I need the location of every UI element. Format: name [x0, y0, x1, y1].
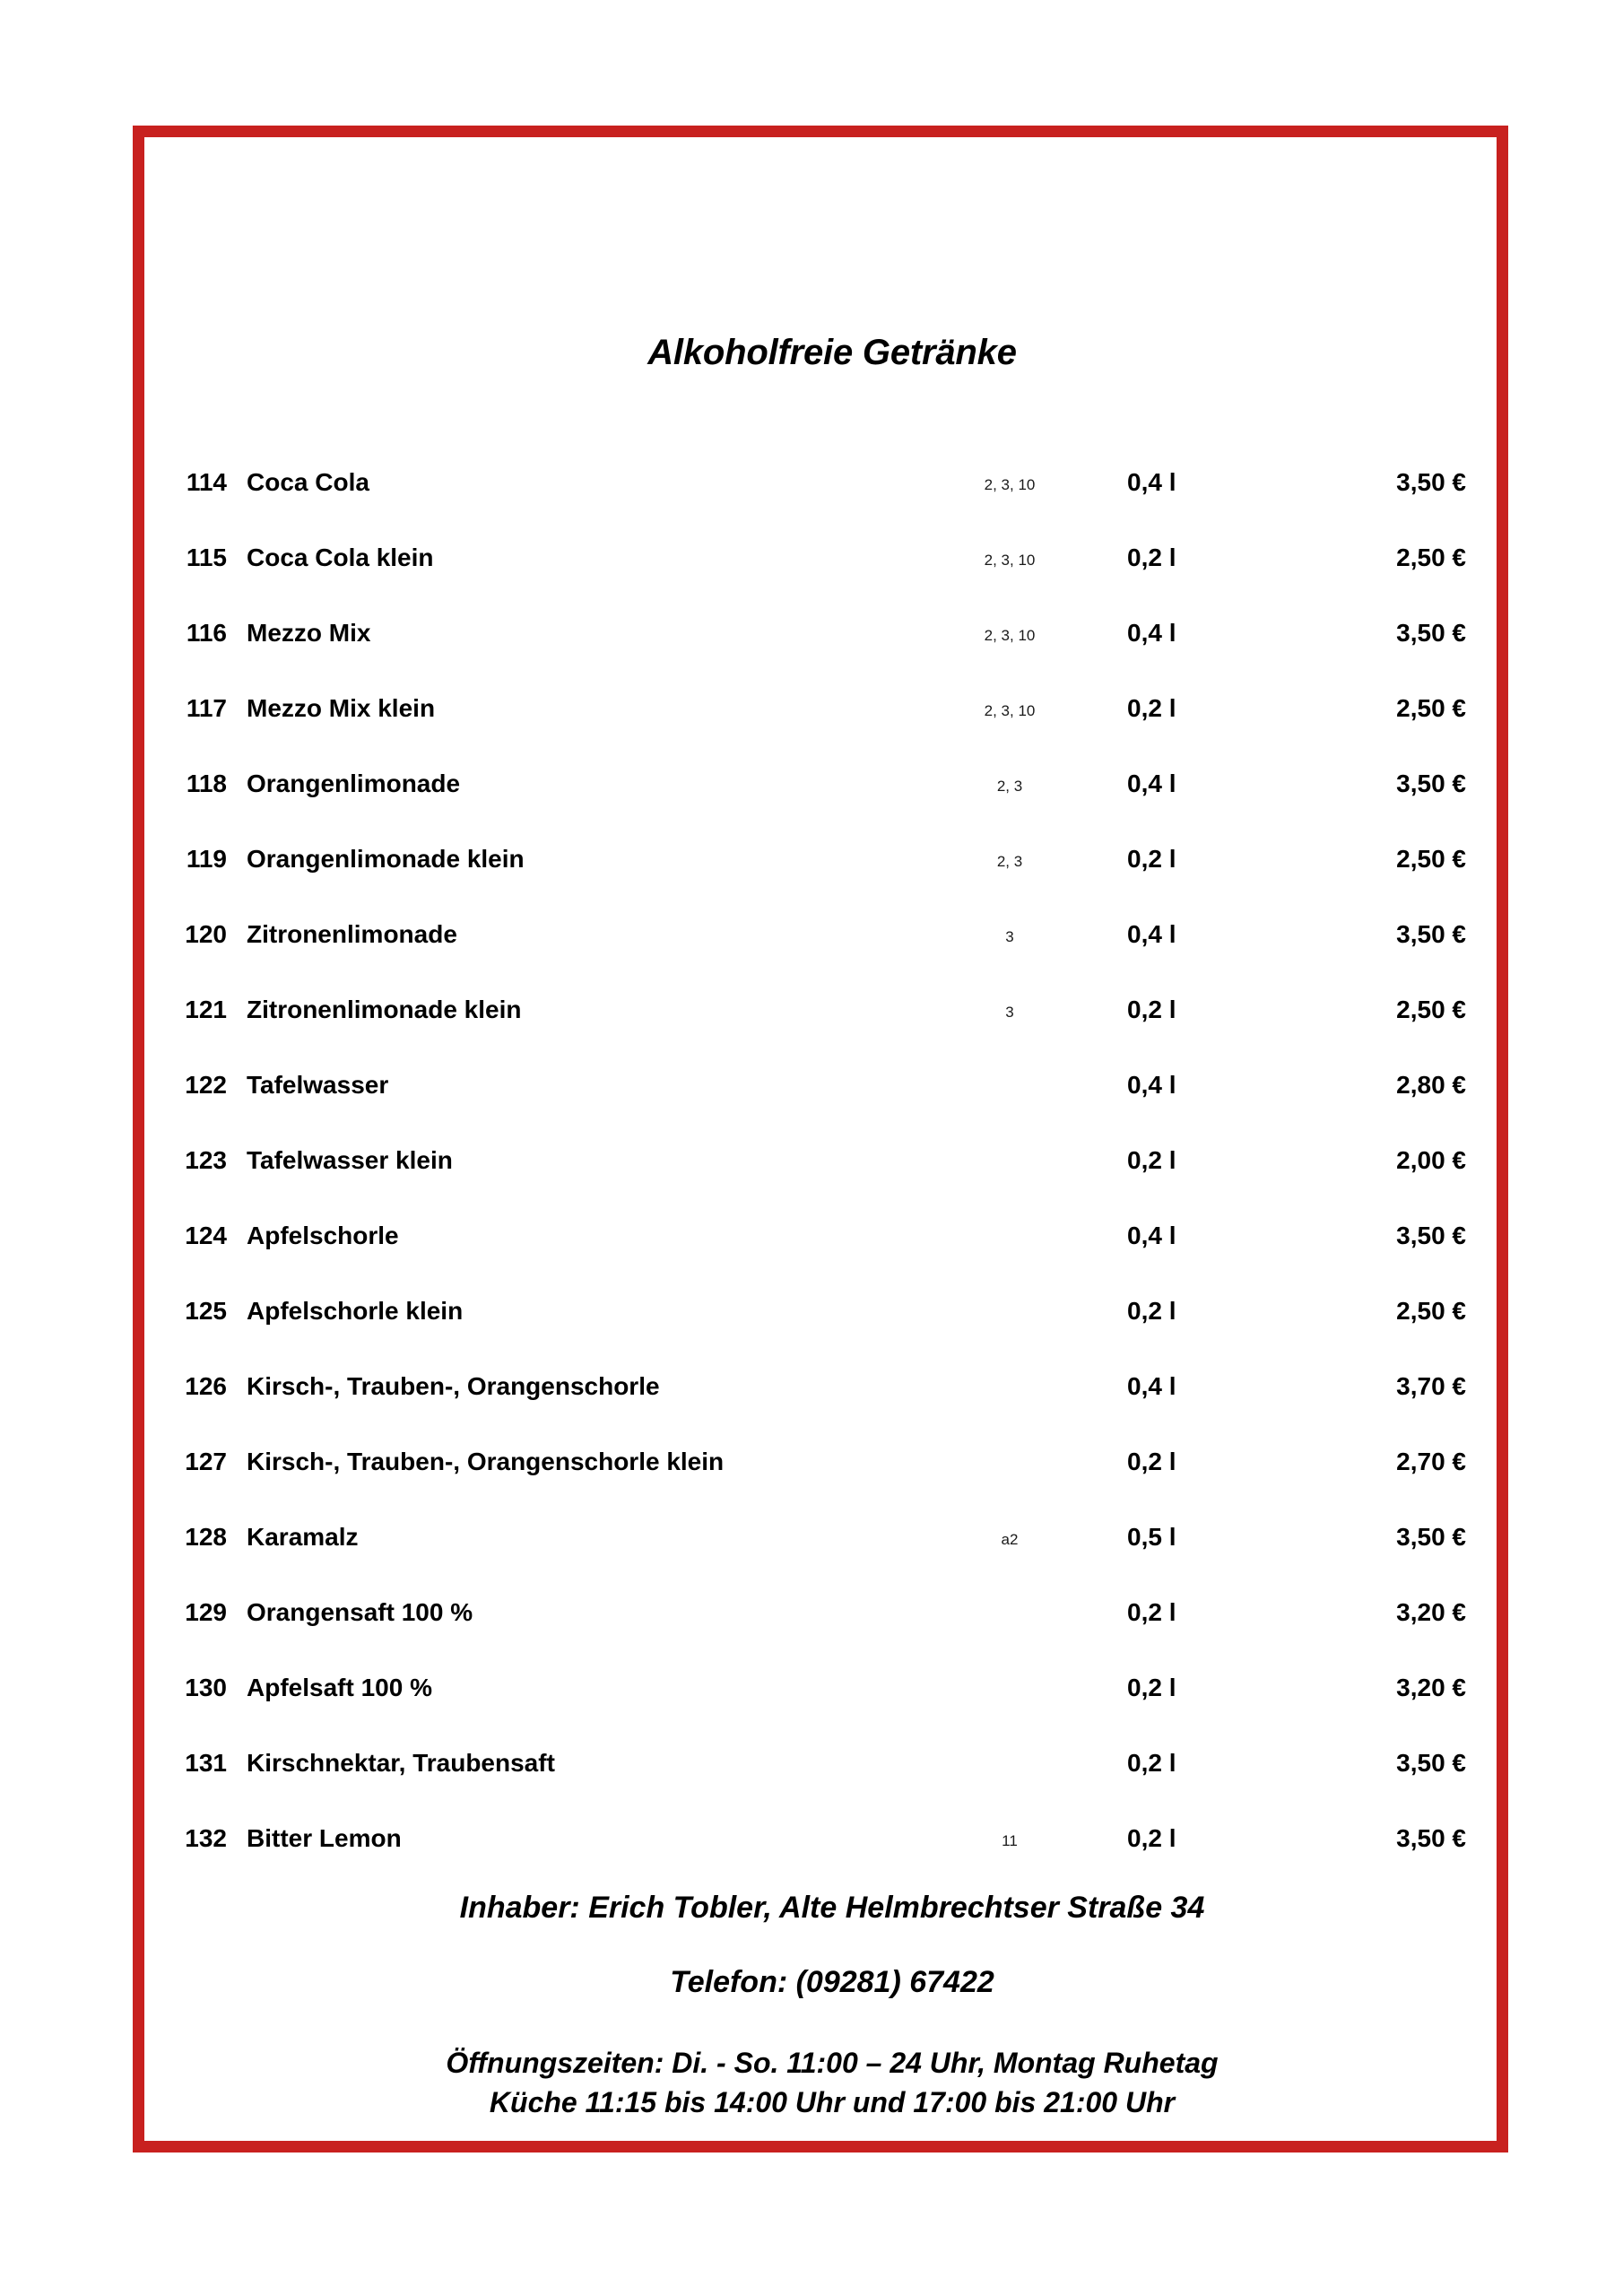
- menu-item-row: [144, 844, 1520, 919]
- item-volume: 0,2 l: [1127, 1674, 1176, 1701]
- item-price: 2,50 €: [1396, 544, 1466, 571]
- item-number: 122: [185, 1071, 227, 1099]
- item-name: Orangenlimonade: [247, 770, 461, 797]
- item-number: 131: [185, 1749, 227, 1777]
- item-number: 121: [185, 996, 227, 1023]
- item-price: 2,80 €: [1396, 1071, 1466, 1099]
- menu-item-row: [144, 1522, 1520, 1597]
- item-volume: 0,4 l: [1127, 1222, 1176, 1249]
- item-number: 132: [185, 1824, 227, 1852]
- item-allergen-codes: 3: [1005, 928, 1014, 945]
- item-allergen-codes: 2, 3, 10: [984, 702, 1036, 719]
- item-number: 126: [185, 1372, 227, 1400]
- item-volume: 0,2 l: [1127, 1749, 1176, 1777]
- menu-item-row: [144, 1145, 1520, 1221]
- item-name: Kirsch-, Trauben-, Orangenschorle: [247, 1372, 660, 1400]
- item-number: 129: [185, 1598, 227, 1626]
- owner-address-line: Inhaber: Erich Tobler, Alte Helmbrechtser Straße 34: [459, 1891, 1205, 1925]
- item-volume: 0,2 l: [1127, 1598, 1176, 1626]
- item-name: Apfelschorle: [247, 1222, 399, 1249]
- kitchen-hours-line: Küche 11:15 bis 14:00 Uhr und 17:00 bis 21:00 Uhr: [489, 2086, 1176, 2118]
- item-name: Coca Cola klein: [247, 544, 434, 571]
- item-allergen-codes: 2, 3, 10: [984, 476, 1036, 493]
- item-allergen-codes: 2, 3: [996, 853, 1023, 870]
- item-price: 3,50 €: [1396, 1222, 1466, 1249]
- item-price: 2,50 €: [1396, 996, 1466, 1023]
- item-volume: 0,2 l: [1127, 996, 1176, 1023]
- item-number: 114: [186, 468, 227, 496]
- menu-item-row: [144, 1673, 1520, 1748]
- red-border-frame: [133, 126, 1508, 2152]
- item-price: 3,50 €: [1396, 1749, 1466, 1777]
- item-allergen-codes: 3: [1005, 1004, 1014, 1021]
- item-name: Kirsch-, Trauben-, Orangenschorle klein: [247, 1448, 725, 1475]
- item-volume: 0,4 l: [1127, 619, 1176, 647]
- item-volume: 0,2 l: [1127, 1146, 1176, 1174]
- item-name: Zitronenlimonade klein: [247, 996, 522, 1023]
- menu-item-row: [144, 769, 1520, 844]
- item-name: Tafelwasser klein: [247, 1146, 453, 1174]
- item-price: 2,50 €: [1396, 1297, 1466, 1325]
- menu-item-row: [144, 693, 1520, 769]
- item-volume: 0,2 l: [1127, 694, 1176, 722]
- menu-item-row: [144, 1371, 1520, 1447]
- item-price: 2,50 €: [1396, 845, 1466, 873]
- item-price: 3,20 €: [1396, 1598, 1466, 1626]
- menu-item-row: [144, 1447, 1520, 1522]
- item-number: 124: [185, 1222, 227, 1249]
- item-volume: 0,4 l: [1127, 1372, 1176, 1400]
- item-number: 118: [186, 770, 227, 797]
- item-number: 117: [186, 694, 227, 722]
- item-allergen-codes: 2, 3, 10: [984, 552, 1036, 569]
- menu-item-row: [144, 1296, 1520, 1371]
- item-volume: 0,5 l: [1127, 1523, 1176, 1551]
- item-name: Mezzo Mix: [247, 619, 371, 647]
- item-volume: 0,4 l: [1127, 920, 1176, 948]
- page-title: Alkoholfreie Getränke: [647, 333, 1017, 372]
- phone-line: Telefon: (09281) 67422: [670, 1965, 994, 1999]
- menu-item-row: [144, 1823, 1520, 1899]
- item-number: 127: [185, 1448, 227, 1475]
- item-volume: 0,2 l: [1127, 544, 1176, 571]
- item-allergen-codes: 11: [1002, 1832, 1018, 1849]
- menu-item-row: [144, 995, 1520, 1070]
- item-volume: 0,2 l: [1127, 1297, 1176, 1325]
- beverage-item-list: [144, 467, 1520, 1899]
- menu-item-row: [144, 1597, 1520, 1673]
- item-number: 123: [185, 1146, 227, 1174]
- item-volume: 0,2 l: [1127, 1448, 1176, 1475]
- menu-item-row: [144, 919, 1520, 995]
- item-price: 3,50 €: [1396, 770, 1466, 797]
- item-volume: 0,4 l: [1127, 770, 1176, 797]
- menu-item-row: [144, 1748, 1520, 1823]
- item-number: 116: [186, 619, 227, 647]
- item-name: Kirschnektar, Traubensaft: [247, 1749, 555, 1777]
- item-name: Tafelwasser: [247, 1071, 389, 1099]
- item-allergen-codes: 2, 3, 10: [984, 627, 1036, 644]
- menu-item-row: [144, 1070, 1520, 1145]
- item-price: 2,50 €: [1396, 694, 1466, 722]
- item-number: 120: [185, 920, 227, 948]
- item-name: Apfelschorle klein: [247, 1297, 464, 1325]
- item-price: 3,70 €: [1396, 1372, 1466, 1400]
- item-name: Apfelsaft 100 %: [247, 1674, 432, 1701]
- item-volume: 0,4 l: [1127, 468, 1176, 496]
- item-number: 130: [185, 1674, 227, 1701]
- item-volume: 0,2 l: [1127, 1824, 1176, 1852]
- menu-item-row: [144, 618, 1520, 693]
- item-name: Orangensaft 100 %: [247, 1598, 473, 1626]
- item-volume: 0,4 l: [1127, 1071, 1176, 1099]
- item-price: 3,50 €: [1396, 619, 1466, 647]
- item-volume: 0,2 l: [1127, 845, 1176, 873]
- menu-item-row: [144, 467, 1520, 543]
- item-price: 3,50 €: [1396, 920, 1466, 948]
- item-name: Coca Cola: [247, 468, 369, 496]
- menu-item-row: [144, 1221, 1520, 1296]
- item-name: Bitter Lemon: [247, 1824, 402, 1852]
- item-price: 3,20 €: [1396, 1674, 1466, 1701]
- item-allergen-codes: 2, 3: [996, 778, 1023, 795]
- item-name: Mezzo Mix klein: [247, 694, 436, 722]
- item-allergen-codes: a2: [1001, 1531, 1019, 1548]
- item-price: 2,70 €: [1396, 1448, 1466, 1475]
- item-price: 3,50 €: [1396, 1523, 1466, 1551]
- item-number: 125: [185, 1297, 227, 1325]
- item-price: 3,50 €: [1396, 468, 1466, 496]
- item-price: 2,00 €: [1396, 1146, 1466, 1174]
- footer-block: [144, 1891, 1520, 2122]
- item-name: Orangenlimonade klein: [247, 845, 525, 873]
- item-number: 119: [186, 845, 227, 873]
- item-name: Karamalz: [247, 1523, 359, 1551]
- item-number: 128: [185, 1523, 227, 1551]
- menu-item-row: [144, 543, 1520, 618]
- opening-hours-line: Öffnungszeiten: Di. - So. 11:00 – 24 Uhr, Montag Ruhetag: [446, 2047, 1219, 2079]
- item-number: 115: [186, 544, 227, 571]
- item-price: 3,50 €: [1396, 1824, 1466, 1852]
- item-name: Zitronenlimonade: [247, 920, 457, 948]
